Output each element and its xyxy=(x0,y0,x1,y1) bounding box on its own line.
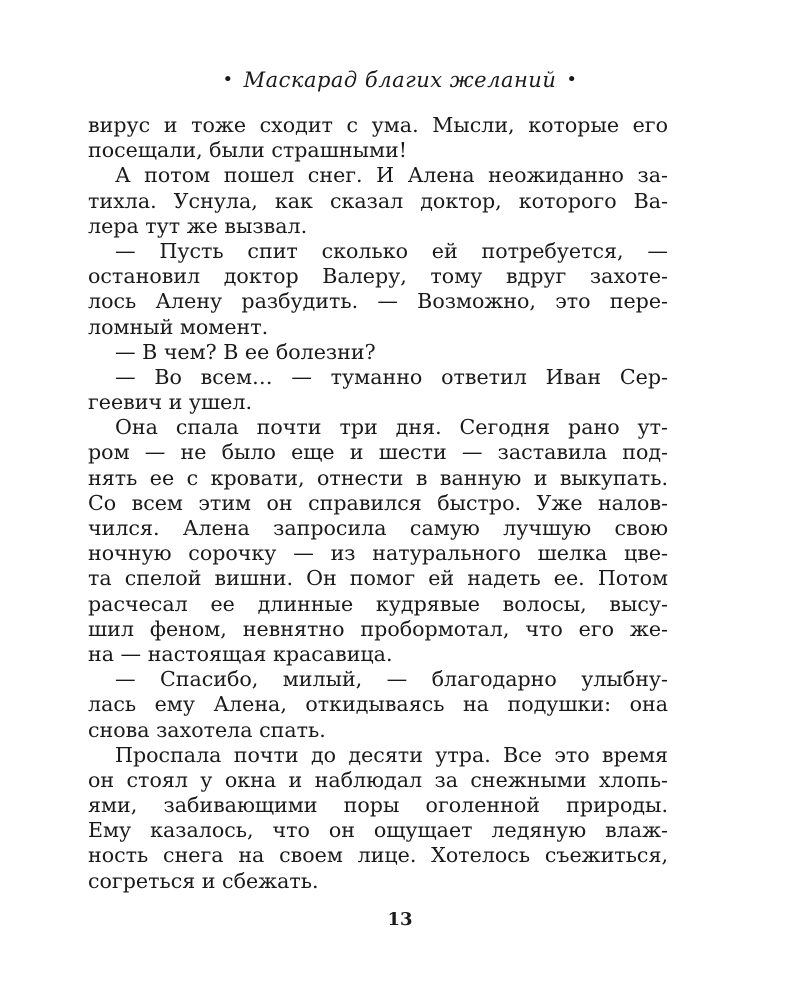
body-text xyxy=(88,113,668,894)
text-line: остановил доктор Валеру, тому вдруг захоте- xyxy=(88,264,668,289)
text-line: Она спала почти три дня. Сегодня рано ут- xyxy=(115,415,668,440)
text-line: А потом пошел снег. И Алена неожиданно за- xyxy=(115,163,668,188)
text-line: — Пусть спит сколько ей потребуется, — xyxy=(115,238,668,263)
text-line: шил феном, невнятно пробормотал, что его же- xyxy=(88,616,668,641)
text-line: ломный момент. xyxy=(88,314,269,339)
text-line: вирус и тоже сходит с ума. Мысли, которые его xyxy=(88,113,668,137)
text-line: на — настоящая красавица. xyxy=(88,641,393,666)
text-line: лась ему Алена, откидываясь на подушки: она xyxy=(88,692,668,717)
text-line: ночную сорочку — из натурального шелка цве- xyxy=(88,541,668,566)
text-line: расчесал ее длинные кудрявые волосы, высу- xyxy=(88,591,668,616)
text-line: он стоял у окна и наблюдал за снежными хлопь- xyxy=(88,767,668,792)
text-line: ром — не было еще и шести — заставила под- xyxy=(88,440,668,465)
text-line: — Во всем… — туманно ответил Иван Сер- xyxy=(115,364,668,389)
text-line: посещали, были страшными! xyxy=(88,138,407,163)
text-line: снова захотела спать. xyxy=(88,717,326,742)
text-line: лера тут же вызвал. xyxy=(88,213,308,238)
text-line: Ему казалось, что он ощущает ледяную влаж- xyxy=(88,818,668,843)
text-line: тихла. Уснула, как сказал доктор, которого Ва- xyxy=(88,188,668,213)
text-line: ность снега на своем лице. Хотелось съежиться, xyxy=(88,843,668,868)
text-line: лось Алену разбудить. — Возможно, это пере- xyxy=(88,289,668,314)
text-line: ями, забивающими поры оголенной природы. xyxy=(88,793,668,818)
text-line: та спелой вишни. Он помог ей надеть ее. Потом xyxy=(88,566,668,591)
text-line: — Спасибо, милый, — благодарно улыбну- xyxy=(115,667,668,692)
running-header xyxy=(0,68,800,92)
text-line: — В чем? В ее болезни? xyxy=(115,339,376,364)
text-line: Проспала почти до десяти утра. Все это время xyxy=(115,742,668,767)
header-bullet-left: • xyxy=(222,69,234,90)
page-number: 13 xyxy=(387,909,413,930)
header-bullet-right: • xyxy=(566,69,578,90)
text-line: нять ее с кровати, отнести в ванную и выкупать. xyxy=(88,465,668,490)
text-line: согреться и сбежать. xyxy=(88,868,319,893)
text-line: геевич и ушел. xyxy=(88,390,252,415)
text-line: чился. Алена запросила самую лучшую свою xyxy=(88,516,668,540)
header-title: Маскарад благих желаний xyxy=(243,68,557,92)
text-line: Со всем этим он справился быстро. Уже налов- xyxy=(88,490,668,515)
